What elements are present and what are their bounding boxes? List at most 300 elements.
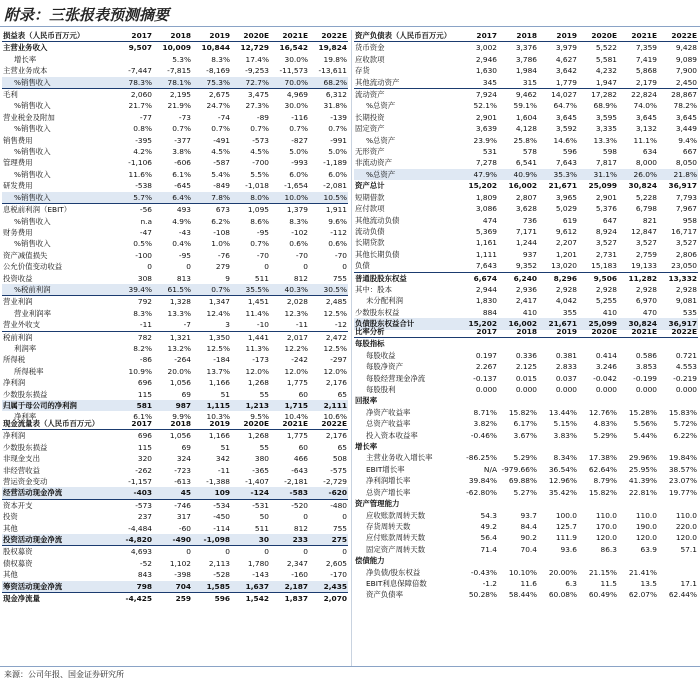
cell-value: 8,050 xyxy=(675,158,697,168)
empty-cell xyxy=(538,395,578,406)
ratio-group-label: 回报率 xyxy=(355,396,378,406)
cell-value: 0 xyxy=(264,262,269,272)
table-row xyxy=(2,100,348,111)
year-header: 2017 xyxy=(476,327,497,336)
cell-value: 1,268 xyxy=(247,431,269,441)
empty-cell xyxy=(498,395,538,406)
cell-value: 308 xyxy=(137,273,152,283)
table-row xyxy=(354,532,698,543)
cell-value: 12,729 xyxy=(240,43,269,53)
cell-value: 93.7 xyxy=(520,510,537,520)
cell-value: 2,028 xyxy=(286,297,308,307)
cell-value: 9,507 xyxy=(128,43,152,53)
cell-value: 15.28% xyxy=(628,407,657,417)
cell-value: 21.7% xyxy=(128,101,152,111)
cell-value: -86 xyxy=(139,355,152,365)
cell-value: 1,056 xyxy=(169,378,191,388)
cell-value: 0.5% xyxy=(133,239,152,249)
cell-value: -76 xyxy=(217,250,230,260)
empty-cell xyxy=(458,395,498,406)
cell-value: 56.4 xyxy=(480,533,497,543)
table-row xyxy=(354,203,698,214)
ratio-group-row xyxy=(354,441,698,452)
table-row xyxy=(2,192,348,204)
table-row xyxy=(2,546,348,558)
table-row xyxy=(354,418,698,429)
cell-value: 0 xyxy=(342,262,347,272)
cell-value: -620 xyxy=(309,487,348,499)
cell-value: 4.5% xyxy=(211,147,230,157)
cell-value: 2,111 xyxy=(309,400,348,411)
cell-value: 5,376 xyxy=(595,204,617,214)
row-label: 其中：股本 xyxy=(355,284,392,294)
cell-value: 843 xyxy=(137,570,152,580)
row-label: %销售收入 xyxy=(14,124,51,134)
ratio-grid xyxy=(354,326,698,601)
cell-value: -4,484 xyxy=(128,523,152,533)
cell-value: 7,817 xyxy=(595,158,617,168)
cell-value: -114 xyxy=(213,523,230,533)
cell-value: -160 xyxy=(291,570,308,580)
cell-value: 8,000 xyxy=(635,158,657,168)
cell-value: 120.0 xyxy=(635,533,657,543)
year-header: 2022E xyxy=(671,31,697,40)
cell-value: 2,675 xyxy=(208,90,230,100)
cell-value: 10.5% xyxy=(309,192,348,204)
cell-value: 35.42% xyxy=(548,487,577,497)
row-label: 资产负债率 xyxy=(366,590,403,600)
cell-value: 1,166 xyxy=(208,431,230,441)
row-label: 少数股东损益 xyxy=(3,389,48,399)
cell-value: 474 xyxy=(482,215,497,225)
cell-value: -11 xyxy=(139,320,152,330)
cell-value: -47 xyxy=(139,227,152,237)
empty-cell xyxy=(458,498,498,509)
cell-value: 3,527 xyxy=(595,238,617,248)
cell-value: 50.28% xyxy=(468,590,497,600)
cell-value: -70 xyxy=(256,250,269,260)
table-row xyxy=(2,354,348,365)
statement-grid xyxy=(2,30,348,423)
cell-value: 0.7% xyxy=(192,284,231,296)
cell-value: 28,867 xyxy=(671,90,697,100)
cell-value: 596 xyxy=(562,147,577,157)
row-label: 非现金支出 xyxy=(3,454,40,464)
cell-value: 1,350 xyxy=(208,332,230,342)
cell-value: -395 xyxy=(135,135,152,145)
ratio-group-label: 资产管理能力 xyxy=(355,499,400,509)
cell-value: 0.6% xyxy=(289,239,308,249)
cell-value: 3,527 xyxy=(675,238,697,248)
cell-value: 5.27% xyxy=(513,487,537,497)
cell-value: -0.042 xyxy=(593,373,617,383)
cell-value: -297 xyxy=(330,355,347,365)
cell-value: -112 xyxy=(330,227,347,237)
cell-value: 17.4% xyxy=(245,54,269,64)
cell-value: -4,820 xyxy=(114,534,153,546)
cell-value: 5.29% xyxy=(513,453,537,463)
cell-value: 21.41% xyxy=(628,567,657,577)
row-label: 其他流动负债 xyxy=(355,215,400,225)
cell-value: 2,060 xyxy=(130,90,152,100)
cell-value: 1,095 xyxy=(247,205,269,215)
table-row xyxy=(2,377,348,388)
row-label: 毛利 xyxy=(3,90,18,100)
ratio-group-row xyxy=(354,395,698,406)
cell-value: -573 xyxy=(135,500,152,510)
row-label: 非流动资产 xyxy=(355,158,392,168)
row-label: 固定资产 xyxy=(355,124,385,134)
cell-value: 3,002 xyxy=(475,43,497,53)
statement-grid xyxy=(2,418,348,605)
cell-value: 1,630 xyxy=(475,66,497,76)
cell-value: 5,522 xyxy=(595,43,617,53)
row-label: 应付款项 xyxy=(355,204,385,214)
row-label: 每股股利 xyxy=(366,385,396,395)
cell-value: 10.10% xyxy=(508,567,537,577)
cell-value: 1,779 xyxy=(555,77,577,87)
cell-value: 11.5 xyxy=(600,578,617,588)
row-label: %总资产 xyxy=(366,101,396,111)
cell-value: -184 xyxy=(213,355,230,365)
cell-value: 12.5% xyxy=(206,343,230,353)
cell-value: -2,729 xyxy=(323,477,347,487)
cell-value: 15,183 xyxy=(591,261,617,271)
empty-cell xyxy=(578,395,618,406)
cell-value: -991 xyxy=(330,135,347,145)
table-row xyxy=(2,135,348,146)
cell-value: 110.0 xyxy=(595,510,617,520)
cell-value: 13.3% xyxy=(593,135,617,145)
cell-value: -403 xyxy=(114,487,153,499)
cell-value: -531 xyxy=(252,500,269,510)
cell-value: 0 xyxy=(186,262,191,272)
cell-value: -573 xyxy=(252,135,269,145)
table-row xyxy=(354,510,698,521)
cell-value: 14.6% xyxy=(553,135,577,145)
cell-value: 1,837 xyxy=(284,594,308,604)
cell-value: 15,202 xyxy=(458,318,498,329)
cell-value: 5,369 xyxy=(475,226,497,236)
table-row xyxy=(354,350,698,361)
cell-value: -645 xyxy=(174,181,191,191)
cell-value: 86.3 xyxy=(600,544,617,554)
cell-value: 3,645 xyxy=(635,112,657,122)
cell-value: 5.56% xyxy=(633,419,657,429)
row-label: %销售收入 xyxy=(14,147,51,157)
cell-value: 5.5% xyxy=(250,169,269,179)
table-row xyxy=(354,237,698,248)
table-row xyxy=(2,487,348,499)
cell-value: 15.83% xyxy=(668,407,697,417)
ratio-group-label: 每股指标 xyxy=(355,339,385,349)
table-row xyxy=(2,569,348,580)
cell-value: 10,009 xyxy=(162,43,191,53)
empty-cell xyxy=(618,395,658,406)
empty-cell xyxy=(458,441,498,452)
cell-value: 798 xyxy=(114,581,153,593)
cell-value: 1,715 xyxy=(270,400,309,411)
cell-value: 987 xyxy=(153,400,192,411)
table-row xyxy=(2,112,348,123)
cell-value: 667 xyxy=(682,147,697,157)
empty-cell xyxy=(498,498,538,509)
cell-value: 1,321 xyxy=(169,332,191,342)
ratio-header-label: 比率分析 xyxy=(355,327,385,336)
empty-cell xyxy=(498,555,538,566)
table-row xyxy=(2,442,348,453)
cell-value: -365 xyxy=(252,465,269,475)
cell-value: 17.1 xyxy=(680,578,697,588)
cell-value: 120.0 xyxy=(675,533,697,543)
cell-value: 8.6% xyxy=(250,216,269,226)
empty-cell xyxy=(658,395,698,406)
empty-cell xyxy=(498,338,538,350)
cell-value: -73 xyxy=(178,112,191,122)
year-header: 2017 xyxy=(131,31,152,40)
cell-value: 3,335 xyxy=(595,124,617,134)
cell-value: 275 xyxy=(309,534,348,546)
cell-value: 7,900 xyxy=(675,66,697,76)
cell-value: -1.2 xyxy=(482,578,497,588)
empty-cell xyxy=(538,498,578,509)
cell-value: 2,176 xyxy=(325,378,347,388)
table-row xyxy=(2,499,348,511)
cell-value: 16,542 xyxy=(279,43,308,53)
table-row xyxy=(2,331,348,343)
title-rule xyxy=(0,26,700,27)
cell-value: 2,485 xyxy=(325,297,347,307)
cell-value: 30,824 xyxy=(628,181,657,191)
cell-value: 5,029 xyxy=(555,204,577,214)
cell-value: 0.000 xyxy=(595,385,617,395)
cell-value: 16,002 xyxy=(498,318,538,329)
table-row xyxy=(354,215,698,226)
cell-value: -70 xyxy=(295,250,308,260)
cell-value: 1,056 xyxy=(169,431,191,441)
row-label: %总资产 xyxy=(354,169,458,180)
cell-value: -170 xyxy=(330,570,347,580)
cell-value: 62.07% xyxy=(628,590,657,600)
cell-value: 2,928 xyxy=(635,284,657,294)
cashflow-statement-table xyxy=(2,418,348,605)
cell-value: 2,472 xyxy=(325,332,347,342)
cell-value xyxy=(658,567,698,578)
cell-value: 5.44% xyxy=(633,430,657,440)
row-label: 财务费用 xyxy=(3,227,33,237)
row-label: 存货周转天数 xyxy=(366,521,411,531)
year-header: 2019 xyxy=(556,327,577,336)
cell-value: 2,207 xyxy=(555,238,577,248)
cell-value: 0 xyxy=(342,547,347,557)
cell-value: 5.0% xyxy=(289,147,308,157)
cell-value: 220.0 xyxy=(675,521,697,531)
ratio-group-row xyxy=(354,338,698,350)
table-row xyxy=(354,452,698,463)
row-label: 少数股东权益 xyxy=(355,307,400,317)
cell-value: 7,643 xyxy=(475,261,497,271)
empty-cell xyxy=(538,555,578,566)
cell-value: 3,376 xyxy=(515,43,537,53)
row-label: 每股收益 xyxy=(366,350,396,360)
cell-value: 39.84% xyxy=(468,476,497,486)
cell-value: -993 xyxy=(291,158,308,168)
cell-value: 3 xyxy=(225,320,230,330)
cell-value: 5,255 xyxy=(595,296,617,306)
cell-value: 90.2 xyxy=(520,533,537,543)
cell-value: 36,917 xyxy=(658,318,698,329)
cell-value: -587 xyxy=(213,158,230,168)
cell-value: -979.66% xyxy=(501,464,537,474)
cell-value: 62.64% xyxy=(588,464,617,474)
cell-value: 0.037 xyxy=(555,373,577,383)
row-label: 长期投资 xyxy=(355,112,385,122)
cell-value xyxy=(114,54,153,65)
cell-value: 0.000 xyxy=(555,385,577,395)
cell-value: 958 xyxy=(682,215,697,225)
cell-value: 696 xyxy=(137,378,152,388)
row-label: 筹资活动现金净流 xyxy=(2,581,114,593)
cell-value: 51 xyxy=(220,389,230,399)
table-row xyxy=(354,307,698,318)
table-row xyxy=(354,430,698,441)
cell-value: 5.15% xyxy=(553,419,577,429)
empty-cell xyxy=(618,555,658,566)
cell-value: -116 xyxy=(291,112,308,122)
cell-value: 8.0% xyxy=(231,192,270,204)
cell-value: -491 xyxy=(213,135,230,145)
cell-value: 1.0% xyxy=(211,239,230,249)
cell-value: 1,780 xyxy=(247,558,269,568)
cell-value: 6,312 xyxy=(325,90,347,100)
year-header: 2018 xyxy=(170,419,191,428)
cell-value: 2,017 xyxy=(286,332,308,342)
cell-value: -7 xyxy=(183,320,191,330)
cell-value: 13.3% xyxy=(167,308,191,318)
table-row xyxy=(2,146,348,157)
row-label: %税前利润 xyxy=(2,284,114,296)
cell-value: 11.1% xyxy=(633,135,657,145)
cell-value: 30,824 xyxy=(618,318,658,329)
row-label: %销售收入 xyxy=(14,239,51,249)
cell-value: 1,111 xyxy=(475,249,497,259)
cell-value: 1,947 xyxy=(595,77,617,87)
cell-value: 2,070 xyxy=(323,594,347,604)
cell-value: 6.22% xyxy=(673,430,697,440)
cell-value: 9,081 xyxy=(675,296,697,306)
cell-value: 10,844 xyxy=(201,43,230,53)
cell-value: 7,171 xyxy=(515,226,537,236)
cell-value: 125.7 xyxy=(555,521,577,531)
cell-value: 25.8% xyxy=(513,135,537,145)
cell-value: 578 xyxy=(522,147,537,157)
cell-value: 25,099 xyxy=(578,318,618,329)
row-label: 投资 xyxy=(3,512,18,522)
table-row xyxy=(2,319,348,331)
cell-value: 279 xyxy=(215,262,230,272)
cell-value: 0.7% xyxy=(328,124,347,134)
cell-value: 0 xyxy=(303,262,308,272)
row-label: 非经营收益 xyxy=(3,465,40,475)
cell-value: n.a xyxy=(140,216,152,226)
source-note: 来源：公司年报、国金证券研究所 xyxy=(4,670,124,679)
cell-value: 0.000 xyxy=(675,385,697,395)
cell-value: -1,189 xyxy=(323,158,347,168)
cell-value: 380 xyxy=(254,454,269,464)
empty-cell xyxy=(538,338,578,350)
row-label: 主营业务收入 xyxy=(3,43,48,53)
cell-value: -0.199 xyxy=(633,373,657,383)
table-header-label: 损益表（人民币百万元） xyxy=(3,31,85,40)
cell-value: 11.4% xyxy=(245,308,269,318)
cell-value: 60.08% xyxy=(548,590,577,600)
cell-value: -13,611 xyxy=(318,66,347,76)
table-row xyxy=(2,284,348,296)
cell-value: 410 xyxy=(602,307,617,317)
table-row xyxy=(2,250,348,261)
cell-value: 3,592 xyxy=(555,124,577,134)
cell-value: -1,018 xyxy=(245,181,269,191)
table-row xyxy=(354,112,698,123)
cell-value: 78.1% xyxy=(153,77,192,89)
cell-value: 60 xyxy=(298,442,308,452)
cell-value: 0 xyxy=(303,547,308,557)
table-row xyxy=(354,135,698,146)
row-label: 固定资产周转天数 xyxy=(366,544,426,554)
cell-value: 0 xyxy=(147,262,152,272)
cell-value: 3.67% xyxy=(513,430,537,440)
cell-value: 35.5% xyxy=(231,284,270,296)
cell-value: -12 xyxy=(334,320,347,330)
cell-value: -613 xyxy=(174,477,191,487)
table-row xyxy=(354,521,698,532)
cell-value: 0.721 xyxy=(675,350,697,360)
year-header: 2020E xyxy=(243,31,269,40)
row-label: 流动负债 xyxy=(355,226,385,236)
row-label: 普通股股东权益 xyxy=(355,273,407,283)
table-row xyxy=(2,465,348,476)
cell-value: 11.6 xyxy=(520,578,537,588)
cell-value: 2,176 xyxy=(325,431,347,441)
cell-value: 3.83% xyxy=(553,430,577,440)
cell-value: 596 xyxy=(214,594,230,604)
cell-value: 26.0% xyxy=(618,169,658,180)
cell-value: 3,786 xyxy=(515,54,537,64)
cell-value: 0.197 xyxy=(475,350,497,360)
table-row xyxy=(2,54,348,65)
cell-value: 0 xyxy=(342,512,347,522)
cell-value: -52 xyxy=(139,558,152,568)
row-label: 短期借款 xyxy=(355,192,385,202)
cell-value: 8.71% xyxy=(473,407,497,417)
cell-value: 598 xyxy=(602,147,617,157)
table-row xyxy=(354,284,698,295)
cell-value: 2,944 xyxy=(475,284,497,294)
cell-value: -70 xyxy=(334,250,347,260)
cell-value: 12.76% xyxy=(588,407,617,417)
cell-value: -1,106 xyxy=(128,158,152,168)
cell-value: 634 xyxy=(642,147,657,157)
row-label: 所得税率 xyxy=(14,366,44,376)
table-row xyxy=(354,192,698,203)
cell-value: 23.07% xyxy=(668,476,697,486)
cell-value: -9,253 xyxy=(245,66,269,76)
cell-value: 17,282 xyxy=(591,90,617,100)
cell-value: 7,924 xyxy=(475,90,497,100)
cell-value: -242 xyxy=(291,355,308,365)
empty-cell xyxy=(578,338,618,350)
cell-value: -1,654 xyxy=(284,181,308,191)
